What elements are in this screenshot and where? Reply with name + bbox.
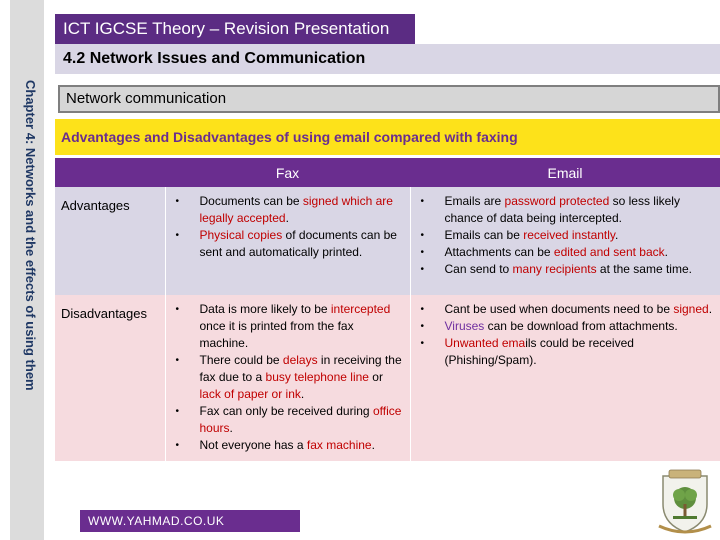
highlighted-text: password protected <box>504 194 610 208</box>
highlighted-text: delays <box>282 353 318 367</box>
item-text: Emails can be <box>444 228 524 242</box>
highlighted-text: received instantly <box>523 228 616 242</box>
highlighted-text: fax machine <box>306 438 372 452</box>
section-subtitle: 4.2 Network Issues and Communication <box>55 44 720 74</box>
item-text: ils could be received (Phishing/Spam). <box>444 336 634 367</box>
item-text: . <box>285 211 289 225</box>
list-item <box>172 227 406 261</box>
highlighted-text: Physical copies <box>199 228 283 242</box>
highlighted-text: signed <box>673 302 709 316</box>
fax-advantages-cell <box>165 187 410 295</box>
item-text: can be download from attachments. <box>484 319 678 333</box>
item-text: once it is printed from the fax machine. <box>199 319 354 350</box>
fax-disadvantages-cell <box>165 295 410 461</box>
list-item <box>417 301 717 318</box>
item-text: in receiving the fax due to a <box>199 353 402 384</box>
item-text: Emails are <box>444 194 505 208</box>
list-item <box>417 261 717 278</box>
list-item <box>172 352 406 403</box>
item-text: . <box>615 228 619 242</box>
table-row-advantages <box>55 187 720 295</box>
highlighted-text: intercepted <box>330 302 391 316</box>
chapter-side-label: Chapter 4: Networks and the effects of using them <box>23 80 38 391</box>
row-label-disadvantages: Disadvantages <box>55 295 165 461</box>
table-row-disadvantages <box>55 295 720 461</box>
item-text: or <box>368 370 383 384</box>
email-disadvantages-cell <box>410 295 720 461</box>
item-text: . <box>229 421 233 435</box>
header-empty <box>55 158 165 187</box>
item-text: Fax can only be received during <box>199 404 373 418</box>
item-text: Not everyone has a <box>199 438 307 452</box>
item-text: . <box>664 245 668 259</box>
item-text: Documents can be <box>199 194 303 208</box>
list-item <box>172 437 406 454</box>
list-item <box>172 403 406 437</box>
item-text: . <box>371 438 375 452</box>
topic-label: Network communication <box>58 85 720 113</box>
highlighted-text: busy telephone line <box>265 370 369 384</box>
highlighted-text: signed which are legally accepted <box>199 194 393 225</box>
list-item <box>417 318 717 335</box>
item-text: Attachments can be <box>444 245 554 259</box>
highlighted-text: edited and sent back <box>553 245 665 259</box>
list-item <box>417 227 717 244</box>
item-text: so less likely chance of data being intercepted. <box>444 194 680 225</box>
item-text: There could be <box>199 353 283 367</box>
list-item <box>417 335 717 369</box>
list-item <box>417 244 717 261</box>
item-text: Data is more likely to be <box>199 302 331 316</box>
header-email: Email <box>410 158 720 187</box>
highlighted-text: Unwanted ema <box>444 336 526 350</box>
item-text: at the same time. <box>596 262 692 276</box>
presentation-title: ICT IGCSE Theory – Revision Presentation <box>55 14 415 44</box>
email-advantages-cell <box>410 187 720 295</box>
fax-advantages-list <box>172 193 406 261</box>
item-text: Can send to <box>444 262 513 276</box>
item-text: . <box>300 387 305 401</box>
highlighted-text: Viruses <box>444 319 485 333</box>
list-item <box>172 301 406 352</box>
item-text: . <box>708 302 713 316</box>
highlighted-text: lack of paper or ink <box>199 387 301 401</box>
slide-heading: Advantages and Disadvantages of using email compared with faxing <box>55 119 720 155</box>
list-item <box>417 193 717 227</box>
list-item <box>172 193 406 227</box>
school-crest-logo <box>655 468 715 536</box>
header-fax: Fax <box>165 158 410 187</box>
email-advantages-list <box>417 193 717 278</box>
row-label-advantages: Advantages <box>55 187 165 295</box>
highlighted-text: many recipients <box>512 262 597 276</box>
table-header-row <box>55 158 720 187</box>
item-text: Cant be used when documents need to be <box>444 302 674 316</box>
highlighted-text: office hours <box>199 404 402 435</box>
fax-disadvantages-list <box>172 301 406 454</box>
comparison-table <box>55 158 720 461</box>
email-disadvantages-list <box>417 301 717 369</box>
website-footer[interactable]: WWW.YAHMAD.CO.UK <box>80 510 300 532</box>
item-text: of documents can be sent and automatically printed. <box>199 228 397 259</box>
